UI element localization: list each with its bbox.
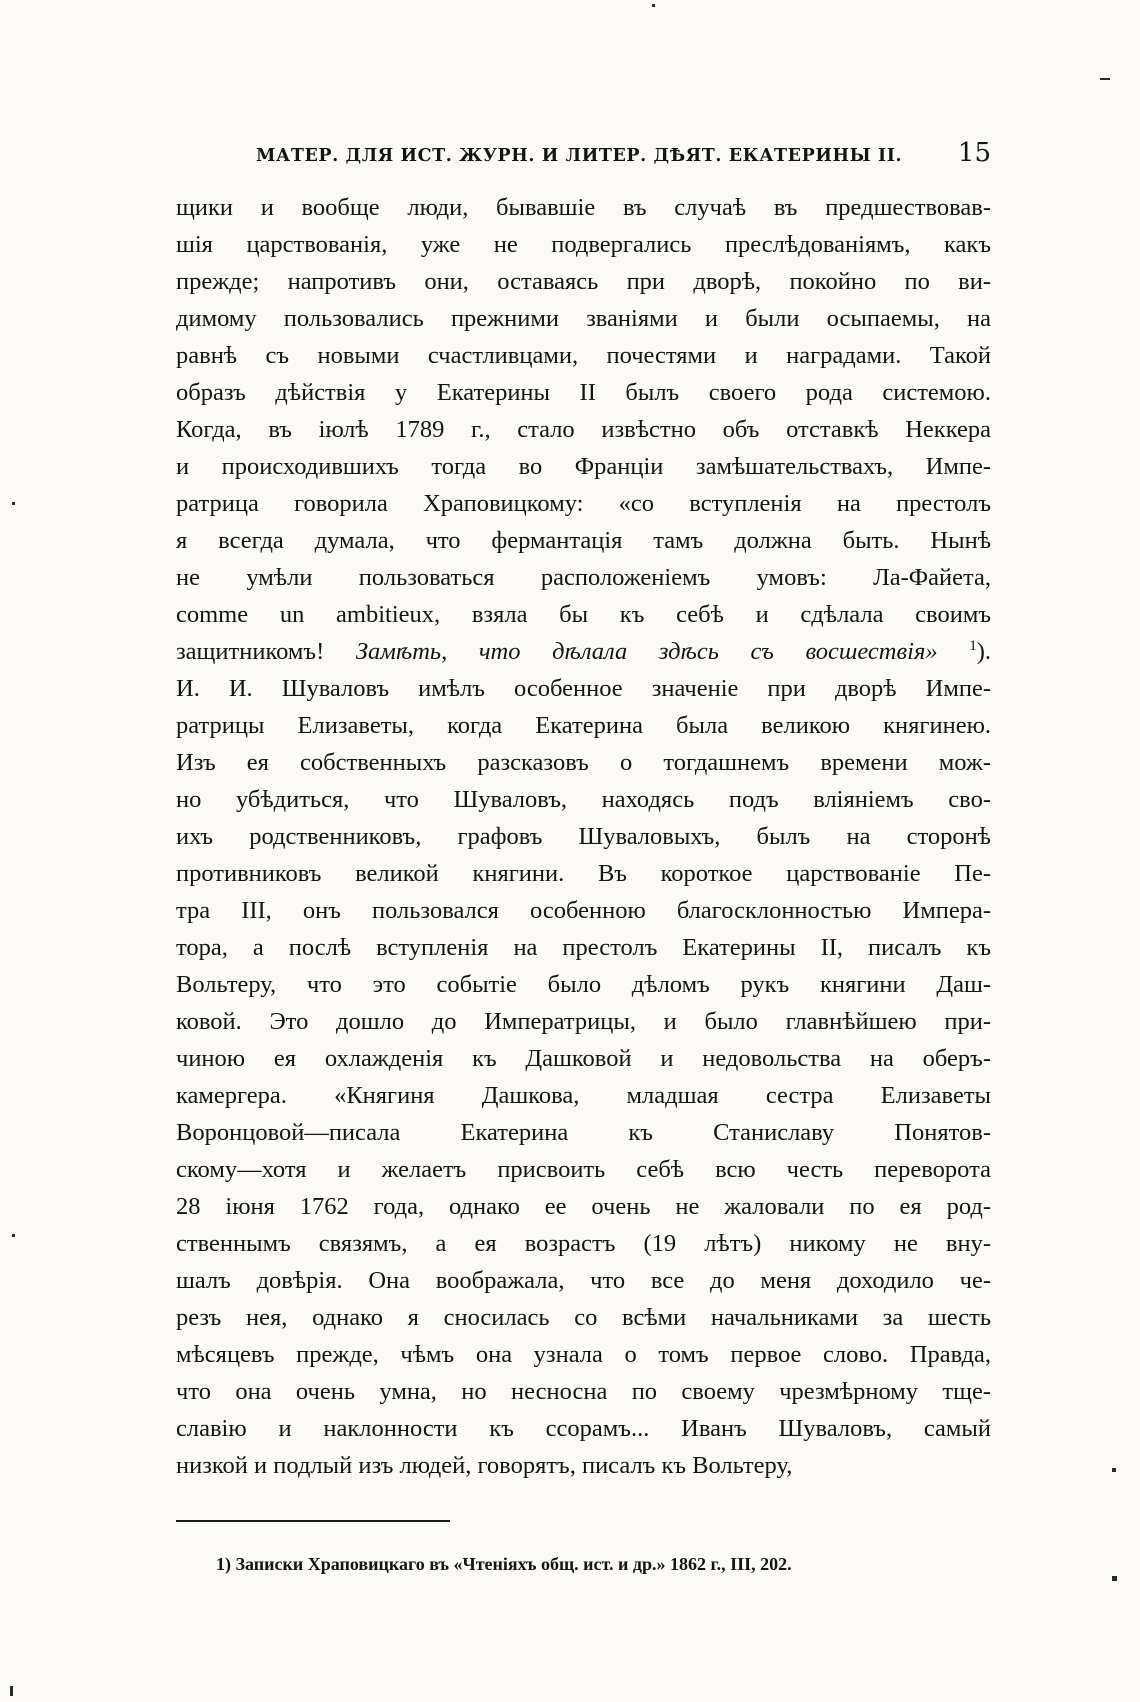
text-line: [176, 1299, 991, 1336]
scan-speck: [12, 1234, 15, 1237]
text-line: [176, 707, 991, 744]
text-run: славію и наклонности къ ссорамъ... Иванъ Шуваловъ, самый: [176, 1415, 991, 1442]
text-run: тора, а послѣ вступленія на престолъ Екатерины II, писалъ къ: [176, 934, 991, 961]
text-run: 28 іюня 1762 года, однако ее очень не жаловали по ея род-: [176, 1193, 991, 1220]
text-line: [176, 1077, 991, 1114]
body-text: [176, 189, 991, 1484]
text-line: [176, 818, 991, 855]
text-line: [176, 1336, 991, 1373]
text-line: [176, 189, 991, 226]
text-line: [176, 1003, 991, 1040]
footnote: 1) Записки Храповицкаго въ «Чтеніяхъ общ. ист. и др.» 1862 г., III, 202.: [216, 1554, 792, 1574]
page-number: 15: [957, 138, 991, 168]
text-line: [176, 1188, 991, 1225]
text-line: [176, 596, 991, 633]
text-line: [176, 633, 991, 670]
text-line: [176, 892, 991, 929]
text-run: скому—хотя и желаетъ присвоить себѣ всю честь переворота: [176, 1156, 991, 1183]
text-run: тра III, онъ пользовался особенною благосклонностью Импера-: [176, 897, 991, 924]
text-run: не умѣли пользоваться расположеніемъ умовъ: Ла-Файета,: [176, 564, 991, 591]
text-line: [176, 1151, 991, 1188]
scan-speck: [1100, 78, 1110, 80]
text-line: [176, 522, 991, 559]
text-run: ).: [976, 638, 991, 665]
text-run: ственнымъ связямъ, а ея возрастъ (19 лѣтъ) никому не вну-: [176, 1230, 991, 1257]
text-run: ихъ родственниковъ, графовъ Шуваловыхъ, былъ на сторонѣ: [176, 823, 991, 850]
text-run: Вольтеру, что это событіе было дѣломъ рукъ княгини Даш-: [176, 971, 991, 998]
text-run: Воронцовой—писала Екатерина къ Станиславу Понятов-: [176, 1119, 991, 1146]
text-line: [176, 226, 991, 263]
text-run: прежде; напротивъ они, оставаясь при дворѣ, покойно по ви-: [176, 268, 991, 295]
text-run: димому пользовались прежними званіями и были осыпаемы, на: [176, 305, 991, 332]
text-run: низкой и подлый изъ людей, говорятъ, писалъ къ Вольтеру,: [176, 1452, 793, 1479]
text-line: [176, 1373, 991, 1410]
text-run: защитникомъ!: [176, 638, 356, 665]
text-line: [176, 966, 991, 1003]
text-line: [176, 1410, 991, 1447]
text-line: [176, 1040, 991, 1077]
text-run: но убѣдиться, что Шуваловъ, находясь подъ вліяніемъ сво-: [176, 786, 991, 813]
text-line: [176, 781, 991, 818]
text-run: шія царствованія, уже не подвергались преслѣдованіямъ, какъ: [176, 231, 991, 258]
text-line: [176, 263, 991, 300]
page-header: [176, 138, 991, 174]
text-line: [176, 559, 991, 596]
text-line: [176, 337, 991, 374]
text-run: ратрица говорила Храповицкому: «со вступленія на престолъ: [176, 490, 991, 517]
text-line: [176, 1262, 991, 1299]
text-run: [938, 638, 970, 665]
text-line: [176, 1225, 991, 1262]
footnote-marker: 1: [969, 638, 977, 654]
text-run: шалъ довѣрія. Она воображала, что все до меня доходило че-: [176, 1267, 991, 1294]
text-run: И. И. Шуваловъ имѣлъ особенное значеніе при дворѣ Импе-: [176, 675, 991, 702]
text-line: [176, 374, 991, 411]
text-line: [176, 485, 991, 522]
text-run: ковой. Это дошло до Императрицы, и было главнѣйшею при-: [176, 1008, 991, 1035]
text-run: равнѣ съ новыми счастливцами, почестями и наградами. Такой: [176, 342, 991, 369]
text-run: ратрицы Елизаветы, когда Екатерина была великою княгинею.: [176, 712, 991, 739]
text-run: противниковъ великой княгини. Въ короткое царствованіе Пе-: [176, 860, 991, 887]
scan-speck: [12, 502, 15, 505]
text-run: что она очень умна, но несносна по своему чрезмѣрному тще-: [176, 1378, 991, 1405]
scan-speck: [1112, 1576, 1117, 1581]
text-line: [176, 744, 991, 781]
text-line: [176, 300, 991, 337]
text-run: камергера. «Княгиня Дашкова, младшая сестра Елизаветы: [176, 1082, 991, 1109]
text-line: [176, 1114, 991, 1151]
text-run: и происходившихъ тогда во Франціи замѣшательствахъ, Импе-: [176, 453, 991, 480]
text-line: [176, 448, 991, 485]
text-run: чиною ея охлажденія къ Дашковой и недовольства на оберъ-: [176, 1045, 991, 1072]
italic-run: Замѣть, что дѣлала здѣсь съ восшествія»: [355, 638, 938, 665]
footnote-rule: [176, 1520, 450, 1522]
text-run: образъ дѣйствія у Екатерины II былъ своего рода системою.: [176, 379, 991, 406]
running-head: МАТЕР. ДЛЯ ИСТ. ЖУРН. И ЛИТЕР. ДѢЯТ. ЕКАТЕРИНЫ II.: [256, 146, 903, 166]
text-line: [176, 1447, 991, 1484]
text-line: [176, 670, 991, 707]
text-run: Изъ ея собственныхъ разсказовъ о тогдашнемъ времени мож-: [176, 749, 991, 776]
text-line: [176, 855, 991, 892]
text-line: [176, 929, 991, 966]
text-run: мѣсяцевъ прежде, чѣмъ она узнала о томъ первое слово. Правда,: [176, 1341, 991, 1368]
text-line: [176, 411, 991, 448]
text-run: щики и вообще люди, бывавшіе въ случаѣ въ предшествовав-: [176, 194, 991, 221]
text-run: я всегда думала, что фермантація тамъ должна быть. Нынѣ: [176, 527, 991, 554]
text-run: Когда, въ іюлѣ 1789 г., стало извѣстно объ отставкѣ Неккера: [176, 416, 991, 443]
scan-speck: [10, 1686, 13, 1696]
scan-speck: [1112, 1468, 1116, 1472]
text-run: резъ нея, однако я сносилась со всѣми начальниками за шесть: [176, 1304, 991, 1331]
text-run: comme un ambitieux, взяла бы къ себѣ и сдѣлала своимъ: [176, 601, 991, 628]
scan-speck: [652, 4, 655, 7]
